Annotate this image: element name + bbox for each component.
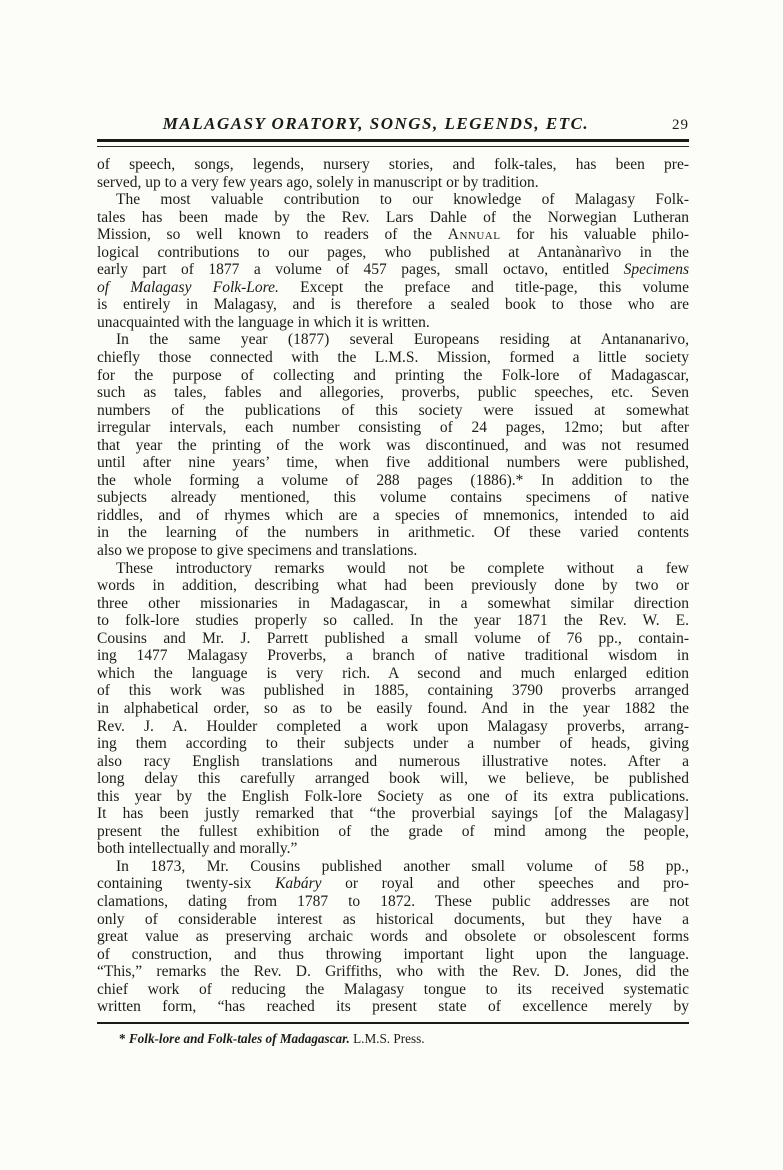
- text-line: also we propose to give specimens and translations.: [97, 542, 418, 560]
- footnote-marker: *: [119, 1030, 126, 1046]
- text-line: ing them according to their subjects under a number of heads, giving: [97, 735, 689, 753]
- text-line: which the language is very rich. A second and much enlarged edition: [97, 664, 689, 682]
- text-line: riddles, and of rhymes which are a species of mnemonics, intended to aid: [97, 506, 689, 524]
- text-line: only of considerable interest as historical documents, but they have a: [97, 910, 689, 928]
- text-line: Cousins and Mr. J. Parrett published a small volume of 76 pp., contain-: [97, 629, 689, 647]
- text-line: three other missionaries in Madagascar, in a somewhat similar direction: [97, 594, 689, 612]
- text-line: is entirely in Malagasy, and is therefore a sealed book to those who are: [97, 296, 689, 314]
- text-line: irregular intervals, each number consisting of 24 pages, 12mo; but after: [97, 419, 689, 437]
- text-line: present the fullest exhibition of the grade of mind among the people,: [97, 822, 689, 840]
- text-line: These introductory remarks would not be complete without a few: [116, 559, 689, 577]
- text-line: great value as preserving archaic words and obsolete or obsolescent forms: [97, 928, 689, 946]
- footnote-press: L.M.S. Press.: [353, 1030, 425, 1046]
- text-line: In the same year (1877) several Europeans residing at Antananarivo,: [116, 331, 689, 349]
- text-line: in alphabetical order, so as to be easily found. And in the year 1882 the: [97, 699, 689, 717]
- text-line: Rev. J. A. Houlder completed a work upon Malagasy proverbs, arrang-: [97, 717, 689, 735]
- header-rule-thin: [97, 146, 689, 147]
- text-line: chiefly those connected with the L.M.S. Mission, formed a little society: [97, 349, 689, 367]
- text-line: clamations, dating from 1787 to 1872. These public addresses are not: [97, 892, 689, 910]
- text-line: of Malagasy Folk-Lore. Except the preface and title-page, this volume: [97, 278, 689, 296]
- text-line: of this work was published in 1885, containing 3790 proverbs arranged: [97, 682, 689, 700]
- text-line: In 1873, Mr. Cousins published another small volume of 58 pp.,: [116, 857, 689, 875]
- text-line: subjects already mentioned, this volume contains specimens of native: [97, 489, 689, 507]
- text-line: the whole forming a volume of 288 pages (1886).* In addition to the: [97, 471, 689, 489]
- paragraph-1: [97, 156, 689, 191]
- text-line: served, up to a very few years ago, solely in manuscript or by tradition.: [97, 173, 539, 191]
- page-number: 29: [672, 117, 689, 133]
- text-line: unacquainted with the language in which it is written.: [97, 313, 430, 331]
- text-line: of construction, and thus throwing important light upon the language.: [97, 945, 689, 963]
- footnote: [97, 1031, 689, 1047]
- text-line: “This,” remarks the Rev. D. Griffiths, who with the Rev. D. Jones, did the: [97, 963, 689, 981]
- page-title: MALAGASY ORATORY, SONGS, LEGENDS, ETC.: [162, 114, 590, 133]
- body-text: [97, 156, 689, 1016]
- text-line: The most valuable contribution to our knowledge of Malagasy Folk-: [116, 191, 689, 209]
- text-line: that year the printing of the work was discontinued, and was not resumed: [97, 436, 689, 454]
- text-line: It has been justly remarked that “the proverbial sayings [of the Malagasy]: [97, 805, 689, 823]
- text-line: both intellectually and morally.”: [97, 840, 298, 858]
- text-line: such as tales, fables and allegories, proverbs, public speeches, etc. Seven: [97, 384, 689, 402]
- paragraph-5: [97, 858, 689, 1016]
- text-line: for the purpose of collecting and printing the Folk-lore of Madagascar,: [97, 366, 689, 384]
- text-line: containing twenty-six Kabáry or royal and other speeches and pro-: [97, 875, 689, 893]
- header-rule-thick: [97, 139, 689, 142]
- text-line: also racy English translations and numerous illustrative notes. After a: [97, 752, 689, 770]
- text-line: words in addition, describing what had been previously done by two or: [97, 577, 689, 595]
- text-line: to folk-lore studies properly so called. In the year 1871 the Rev. W. E.: [97, 612, 689, 630]
- text-line: early part of 1877 a volume of 457 pages, small octavo, entitled Specimens: [97, 261, 689, 279]
- paragraph-2: [97, 191, 689, 331]
- running-head: [97, 114, 689, 134]
- text-line: ing 1477 Malagasy Proverbs, a branch of native traditional wisdom in: [97, 647, 689, 665]
- text-line: of speech, songs, legends, nursery stories, and folk-tales, has been pre-: [97, 156, 689, 173]
- text-line: chief work of reducing the Malagasy tongue to its received systematic: [97, 980, 689, 998]
- text-line: this year by the English Folk-lore Society as one of its extra publications.: [97, 787, 689, 805]
- text-line: in the learning of the numbers in arithmetic. Of these varied contents: [97, 524, 689, 542]
- paragraph-3: [97, 331, 689, 559]
- text-block: [97, 114, 689, 1047]
- text-line: numbers of the publications of this society were issued at somewhat: [97, 401, 689, 419]
- footnote-title: Folk-lore and Folk-tales of Madagascar.: [128, 1030, 350, 1046]
- footnote-rule: [97, 1022, 689, 1024]
- text-line: tales has been made by the Rev. Lars Dahle of the Norwegian Lutheran: [97, 208, 689, 226]
- text-line: Mission, so well known to readers of the Annual for his valuable philo-: [97, 226, 689, 244]
- text-line: written form, “has reached its present state of excellence merely by: [97, 998, 689, 1016]
- text-line: logical contributions to our pages, who published at Antanànarìvo in the: [97, 243, 689, 261]
- text-line: until after nine years’ time, when five additional numbers were published,: [97, 454, 689, 472]
- paragraph-4: [97, 560, 689, 858]
- text-line: long delay this carefully arranged book will, we believe, be published: [97, 770, 689, 788]
